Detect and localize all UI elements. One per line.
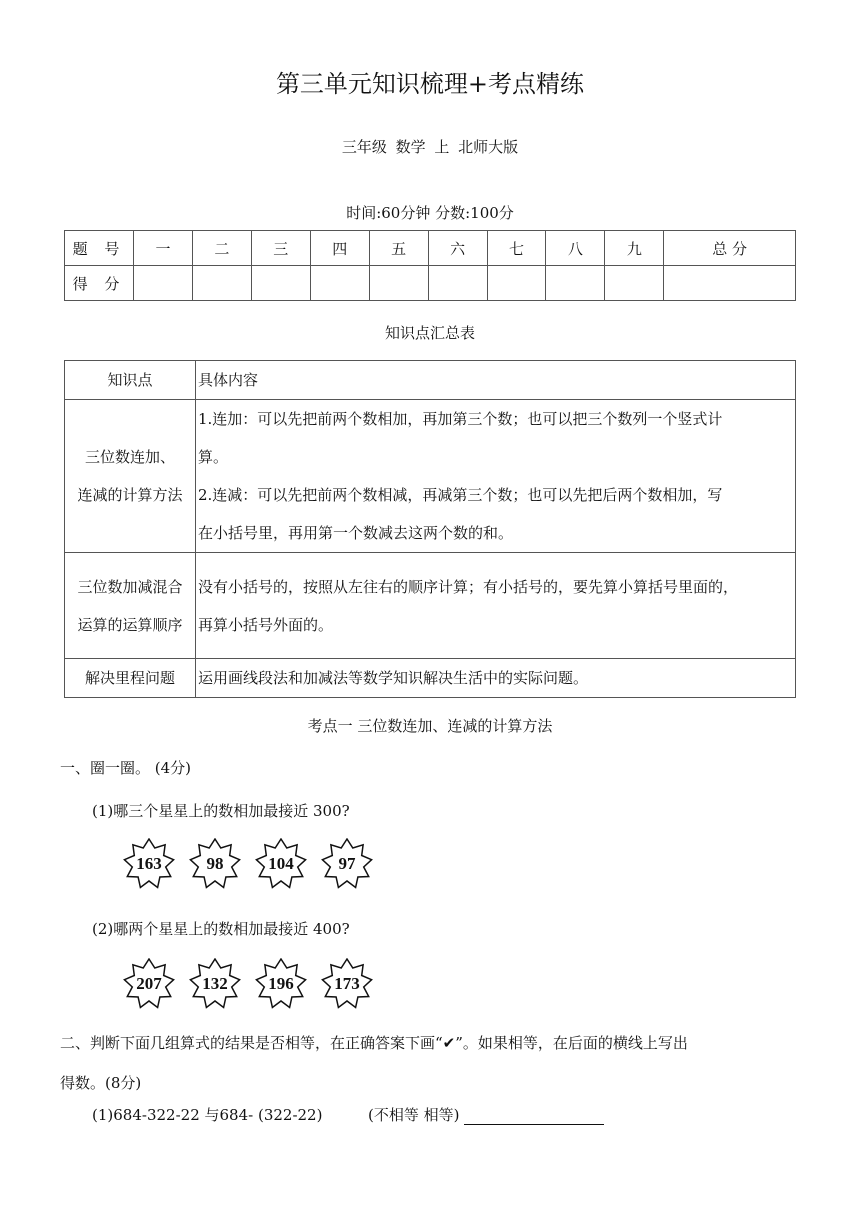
score-row-label: 得 分 <box>65 266 134 301</box>
knowledge-point-line: 三位数加减混合 <box>77 577 183 596</box>
knowledge-header-content: 具体内容 <box>196 361 796 400</box>
score-header-cell: 六 <box>428 231 487 266</box>
knowledge-content-line: 再算小括号外面的。 <box>198 615 334 634</box>
q2-item1-expression: (1)684-322-22 与684- (322-22) <box>92 1106 323 1124</box>
star-value: 207 <box>136 974 162 993</box>
star-number[interactable] <box>254 958 308 1010</box>
q1-heading: 一、圈一圈。 (4分) <box>60 759 192 777</box>
score-input-cell[interactable] <box>546 266 605 301</box>
score-header-cell: 总 分 <box>664 231 796 266</box>
knowledge-content-line: 在小括号里，再用第一个数减去这两个数的和。 <box>198 524 514 542</box>
score-value-row <box>65 266 796 301</box>
score-input-cell[interactable] <box>428 266 487 301</box>
q1-sub2: (2)哪两个星星上的数相加最接近 400? <box>92 920 350 938</box>
knowledge-row <box>65 400 796 553</box>
star-value: 132 <box>202 974 228 993</box>
knowledge-header-row <box>65 361 796 400</box>
q2-item1 <box>92 1104 604 1125</box>
knowledge-content <box>196 400 796 553</box>
score-input-cell[interactable] <box>605 266 664 301</box>
score-input-cell[interactable] <box>310 266 369 301</box>
q2-heading-line2: 得数。(8分) <box>60 1074 142 1092</box>
knowledge-point-line: 三位数连加、 <box>84 448 175 466</box>
knowledge-header-point: 知识点 <box>65 361 196 400</box>
score-header-cell: 五 <box>369 231 428 266</box>
page-subtitle: 三年级 数学 上 北师大版 <box>341 138 519 156</box>
score-header-cell: 三 <box>251 231 310 266</box>
knowledge-point-line: 连减的计算方法 <box>77 486 183 504</box>
q2-heading-line1: 二、判断下面几组算式的结果是否相等，在正确答案下画“✔”。如果相等，在后面的横线上写出 <box>60 1034 688 1052</box>
knowledge-content <box>196 553 796 659</box>
knowledge-table-title: 知识点汇总表 <box>384 324 475 342</box>
score-header-label: 题 号 <box>65 231 134 266</box>
star-number[interactable] <box>254 838 308 890</box>
star-value: 196 <box>268 974 294 993</box>
score-input-cell[interactable] <box>664 266 796 301</box>
star-number[interactable] <box>188 958 242 1010</box>
score-header-cell: 二 <box>192 231 251 266</box>
star-number[interactable] <box>320 958 374 1010</box>
knowledge-content-line: 运用画线段法和加减法等数学知识解决生活中的实际问题。 <box>198 669 589 687</box>
score-input-cell[interactable] <box>251 266 310 301</box>
knowledge-row <box>65 659 796 698</box>
knowledge-point-line: 解决里程问题 <box>84 669 175 687</box>
score-header-cell: 八 <box>546 231 605 266</box>
score-input-cell[interactable] <box>192 266 251 301</box>
stars-row-2 <box>122 958 374 1010</box>
score-input-cell[interactable] <box>487 266 546 301</box>
star-value: 163 <box>136 854 162 873</box>
score-header-row <box>65 231 796 266</box>
knowledge-content-line: 1.连加：可以先把前两个数相加，再加第三个数；也可以把三个数列一个竖式计 <box>198 410 723 428</box>
score-table <box>64 230 796 301</box>
page-title: 第三单元知识梳理+考点精练 <box>275 70 585 98</box>
q1-sub1: (1)哪三个星星上的数相加最接近 300? <box>92 802 350 820</box>
star-number[interactable] <box>122 838 176 890</box>
knowledge-content-line: 没有小括号的，按照从左往右的顺序计算；有小括号的，要先算小算括号里面的， <box>198 577 739 596</box>
knowledge-point <box>65 659 196 698</box>
q2-item1-options[interactable]: (不相等 相等) <box>368 1106 460 1124</box>
star-value: 173 <box>334 974 360 993</box>
score-input-cell[interactable] <box>369 266 428 301</box>
score-header-cell: 七 <box>487 231 546 266</box>
knowledge-table <box>64 360 796 698</box>
knowledge-content <box>196 659 796 698</box>
star-value: 98 <box>206 854 224 873</box>
score-header-cell: 四 <box>310 231 369 266</box>
answer-blank[interactable] <box>464 1108 604 1125</box>
score-header-cell: 一 <box>134 231 193 266</box>
knowledge-point <box>65 400 196 553</box>
section-title: 考点一 三位数连加、连减的计算方法 <box>307 717 553 735</box>
stars-row-1 <box>122 838 374 890</box>
star-number[interactable] <box>320 838 374 890</box>
knowledge-point <box>65 553 196 659</box>
star-value: 97 <box>338 854 356 873</box>
score-header-cell: 九 <box>605 231 664 266</box>
knowledge-content-line: 2.连减：可以先把前两个数相减，再减第三个数；也可以先把后两个数相加，写 <box>198 486 723 504</box>
star-number[interactable] <box>122 958 176 1010</box>
star-value: 104 <box>268 854 294 873</box>
knowledge-point-line: 运算的运算顺序 <box>77 615 183 634</box>
score-input-cell[interactable] <box>134 266 193 301</box>
knowledge-content-line: 算。 <box>198 448 229 466</box>
star-number[interactable] <box>188 838 242 890</box>
time-info: 时间:60分钟 分数:100分 <box>346 204 514 222</box>
knowledge-row <box>65 553 796 659</box>
